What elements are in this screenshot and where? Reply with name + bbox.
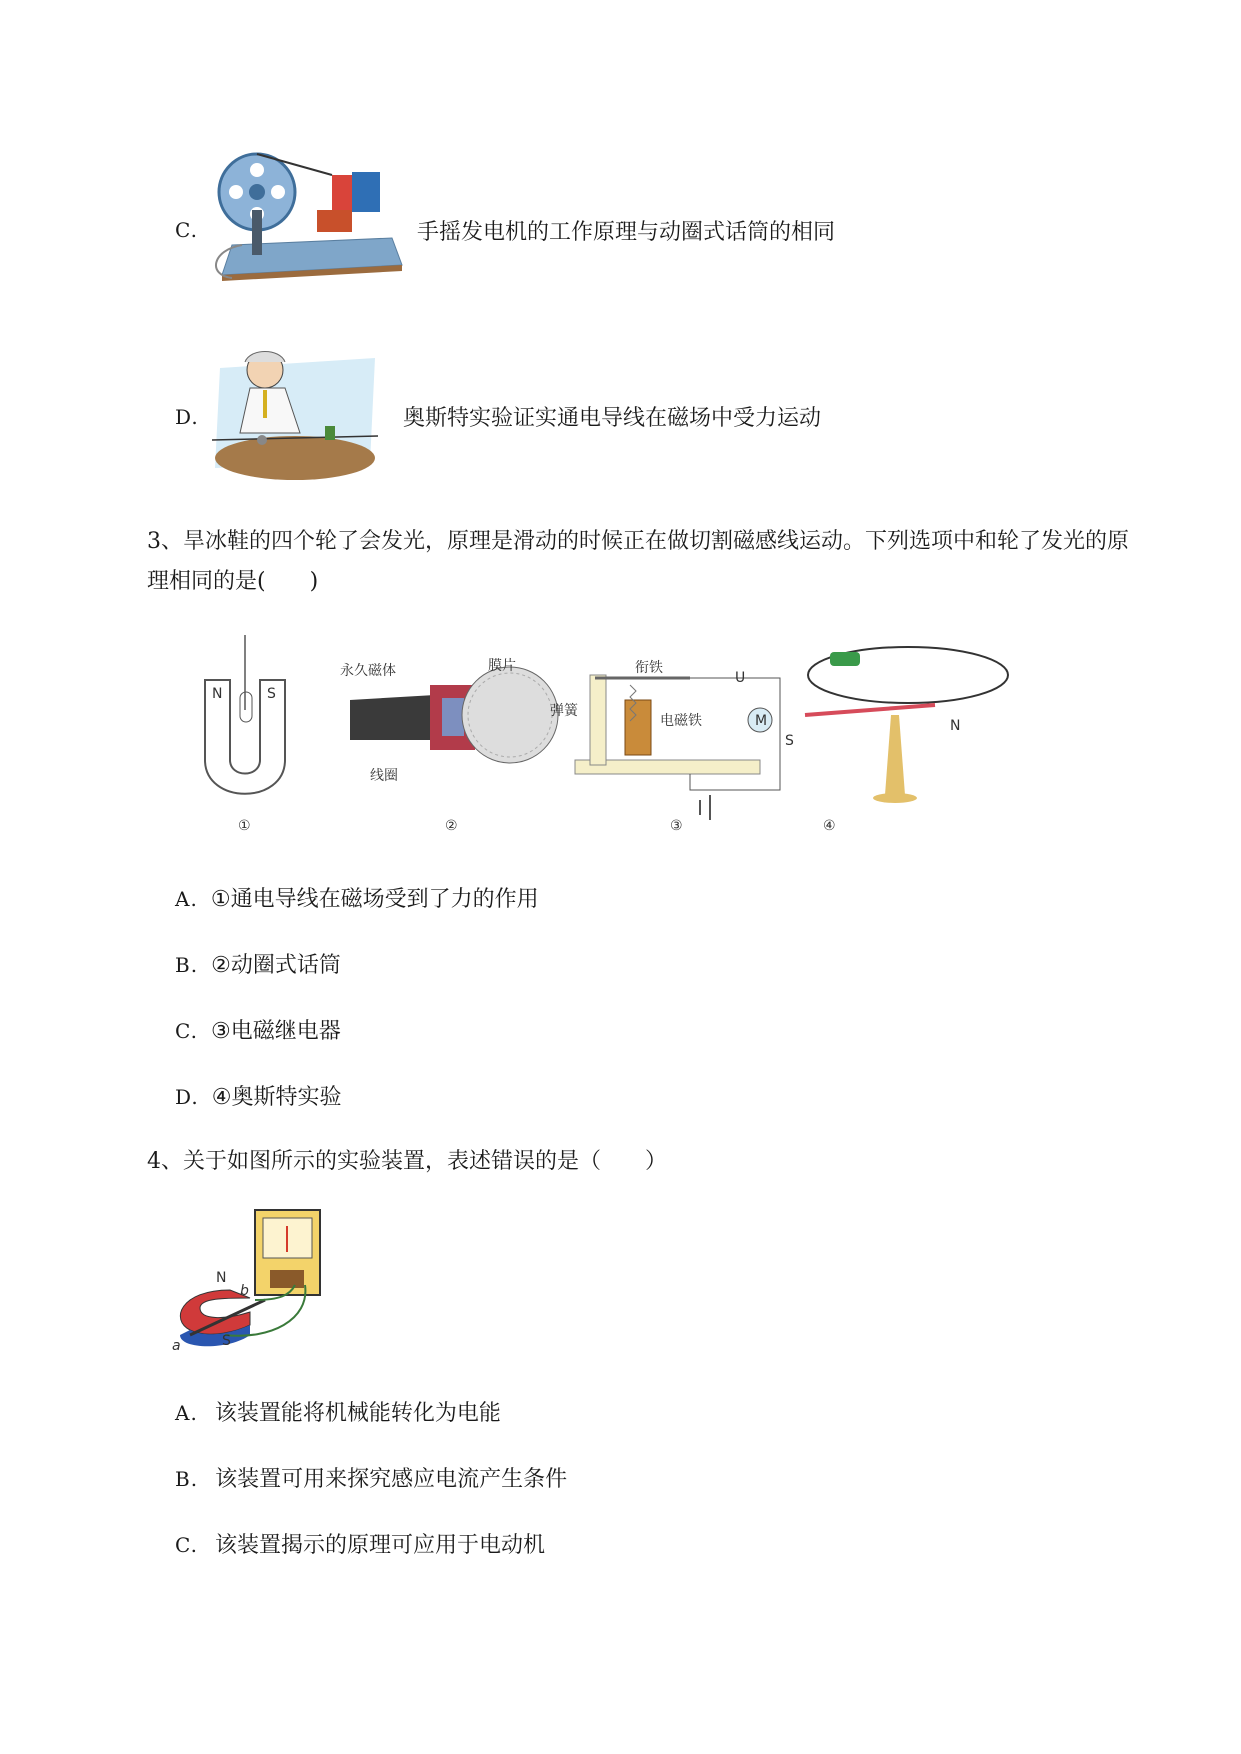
caption-1: ① (238, 818, 251, 834)
relay-u-label: U (735, 670, 746, 686)
question-3-line-1: 3、旱冰鞋的四个轮了会发光，原理是滑动的时候正在做切割磁感线运动。下列选项中和轮了发光的原 (147, 529, 1130, 554)
mic-coil-label: 线圈 (370, 768, 398, 784)
option-c-label: C. (175, 218, 198, 242)
mic-magnet-label: 永久磁体 (340, 663, 396, 679)
caption-3: ③ (670, 818, 683, 834)
option-c-text: 手摇发电机的工作原理与动圈式话筒的相同 (417, 220, 836, 245)
option-label: B. (175, 953, 199, 977)
mic-diaphragm-label: 膜片 (488, 658, 516, 674)
figure-s-label: S (222, 1333, 231, 1349)
u-magnet-diagram (205, 635, 285, 794)
oersted-s-label: S (785, 733, 794, 749)
relay-electromagnet-label: 电磁铁 (660, 713, 702, 729)
option-text: ③电磁继电器 (211, 1019, 341, 1044)
relay-motor-label: M (755, 713, 768, 729)
question-3-option-b[interactable] (175, 948, 341, 979)
option-d-text: 奥斯特实验证实通电导线在磁场中受力运动 (403, 406, 822, 431)
relay-armature-label: 衔铁 (635, 660, 663, 676)
relay-diagram (550, 659, 780, 820)
magnet-s-label: S (267, 686, 276, 702)
option-text: ①通电导线在磁场受到了力的作用 (210, 887, 539, 912)
figure-n-label: N (216, 1270, 227, 1286)
hand-crank-generator-image (212, 150, 412, 290)
figure-a-label: a (172, 1338, 181, 1350)
option-text: ②动圈式话筒 (211, 953, 341, 978)
dynamic-microphone-diagram (340, 657, 558, 784)
option-label: A. (175, 887, 198, 911)
oersted-scientist-image (210, 348, 380, 483)
option-label: C. (175, 1019, 198, 1043)
caption-4: ④ (823, 818, 836, 834)
question-3-line-2: 理相同的是( ) (147, 569, 319, 594)
option-text: 该装置揭示的原理可应用于电动机 (215, 1533, 546, 1558)
caption-2: ② (445, 818, 458, 834)
question-3-option-d[interactable] (175, 1080, 342, 1111)
oersted-n-label: N (950, 718, 961, 734)
option-label: B. (175, 1467, 199, 1491)
question-3-figure (190, 630, 1050, 845)
option-label: D. (175, 1085, 199, 1109)
option-label: C. (175, 1533, 198, 1557)
question-3-option-c[interactable] (175, 1014, 341, 1045)
question-3-option-a[interactable] (175, 882, 539, 913)
question-4-option-b[interactable] (175, 1462, 567, 1493)
question-4-figure (170, 1200, 330, 1350)
question-4-line-1: 4、关于如图所示的实验装置，表述错误的是（ ） (147, 1149, 667, 1174)
question-4-option-a[interactable] (175, 1396, 501, 1427)
option-text: ④奥斯特实验 (211, 1085, 342, 1110)
oersted-experiment-diagram (785, 647, 1008, 803)
option-text: 该装置可用来探究感应电流产生条件 (215, 1467, 568, 1492)
relay-spring-label: 弹簧 (550, 703, 578, 719)
option-label: A. (175, 1401, 198, 1425)
option-text: 该装置能将机械能转化为电能 (214, 1401, 501, 1426)
figure-b-label: b (240, 1283, 249, 1299)
question-4-option-c[interactable] (175, 1528, 545, 1559)
magnet-n-label: N (212, 686, 223, 702)
option-d-label: D. (175, 405, 199, 429)
